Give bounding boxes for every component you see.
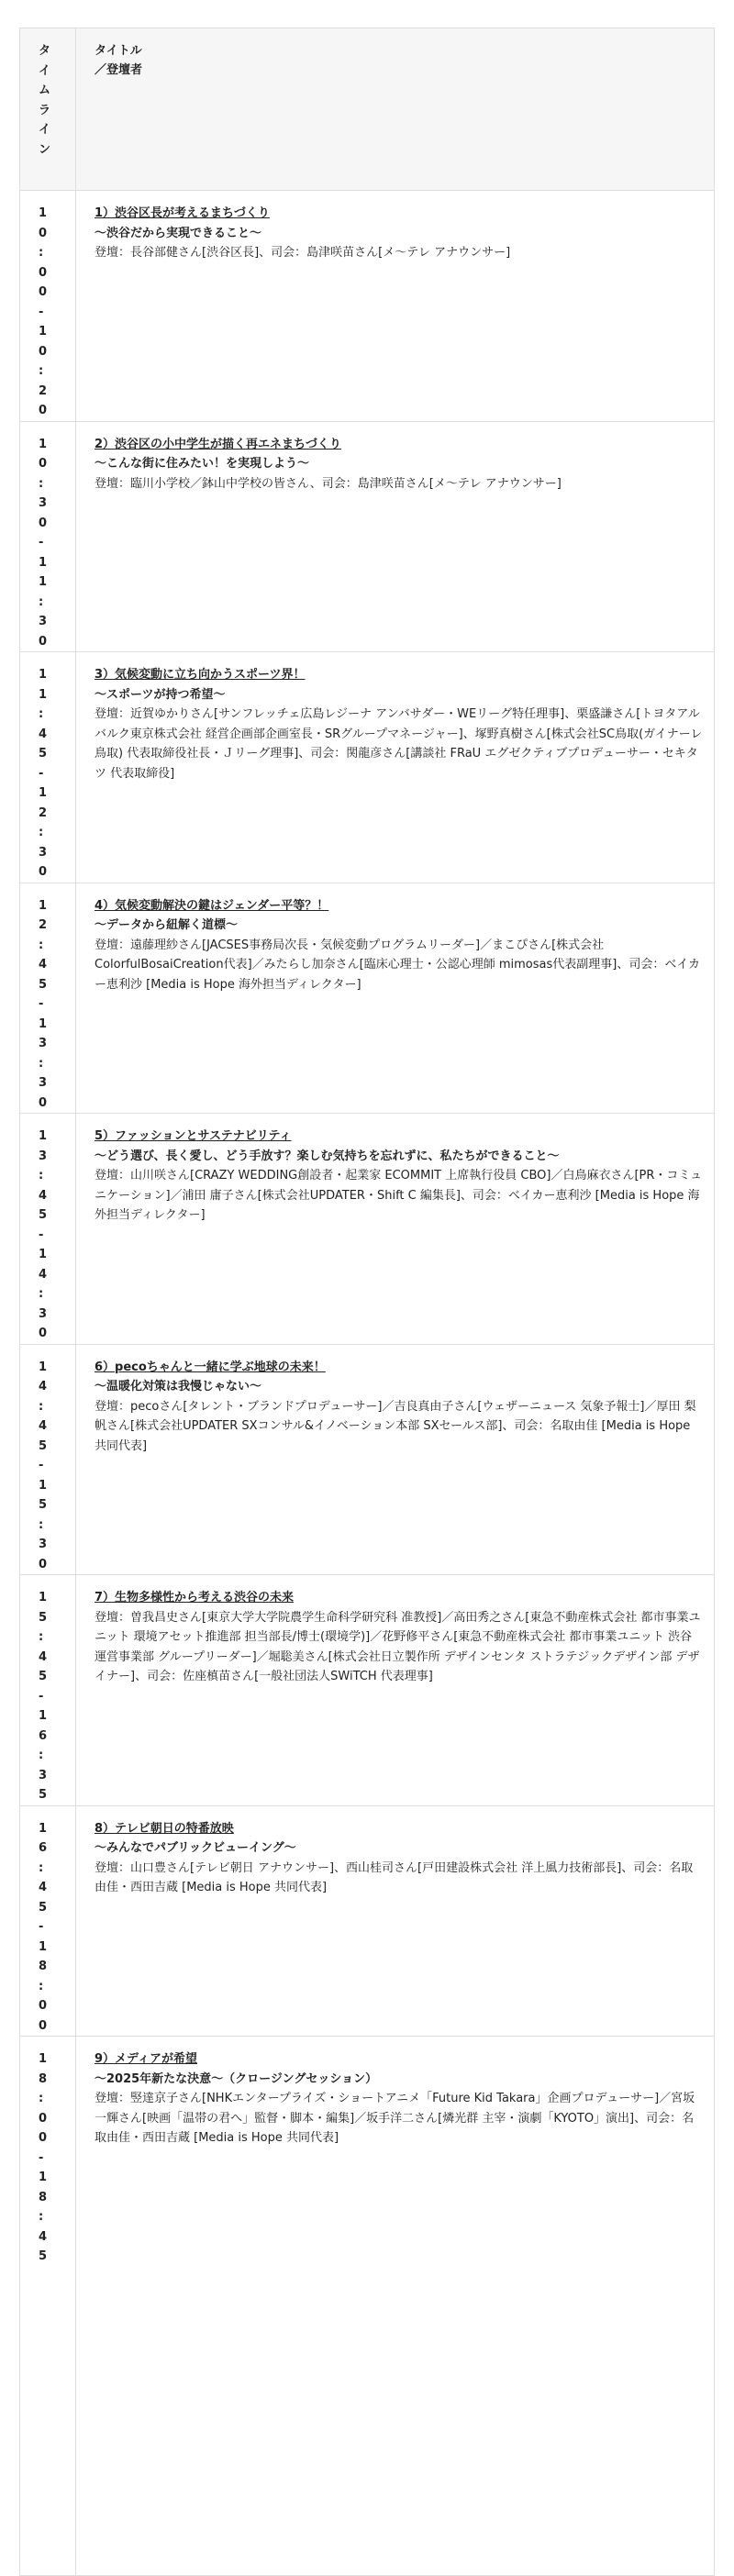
program-subtitle: 〜渋谷だから実現できること〜 (95, 226, 262, 240)
program-time: 1 3 : 4 5 - 1 4 : 3 0 (39, 1129, 48, 1340)
program-time: 1 8 : 0 0 - 1 8 : 4 5 (39, 2052, 48, 2263)
program-subtitle: 〜みんなでパブリックビューイング〜 (95, 1841, 296, 1855)
program-subtitle: 〜こんな街に住みたい！を実現しよう〜 (95, 457, 310, 471)
program-content-cell (76, 1805, 715, 2037)
program-subtitle: 〜温暖化対策は我慢じゃない〜 (95, 1380, 262, 1393)
program-time: 1 2 : 4 5 - 1 3 : 3 0 (39, 898, 48, 1110)
program-title: 6）pecoちゃんと一緒に学ぶ地球の未来！ (95, 1360, 326, 1374)
program-title: 7）生物多様性から考える渋谷の未来 (95, 1591, 295, 1604)
program-time: 1 4 : 4 5 - 1 5 : 3 0 (39, 1360, 48, 1571)
program-row (20, 883, 715, 1114)
program-row (20, 421, 715, 652)
program-time: 1 1 : 4 5 - 1 2 : 3 0 (39, 668, 48, 879)
program-content-cell (76, 1344, 715, 1575)
program-speakers: 登壇：長谷部健さん[渋谷区長]、司会：島津咲苗さん[メ〜テレ アナウンサー] (95, 246, 511, 260)
program-content-cell (76, 191, 715, 422)
program-content-cell (76, 2037, 715, 2576)
program-speakers: 登壇：山口豊さん[テレビ朝日 アナウンサー]、西山桂司さん[戸田建設株式会社 洋上風力技術部長]、司会：名取由佳・西田吉蔵 [Media is Hope 共同代表] (95, 1860, 694, 1894)
program-row (20, 1805, 715, 2037)
program-time-cell (20, 1805, 76, 2037)
program-subtitle: 〜どう選び、長く愛し、どう手放す？楽しむ気持ちを忘れずに、私たちができること〜 (95, 1149, 560, 1163)
program-row (20, 2037, 715, 2576)
schedule-table (19, 28, 715, 2576)
program-speakers: 登壇：山川咲さん[CRAZY WEDDING創設者・起業家 ECOMMIT 上席執行役員 CBO]／白鳥麻衣さん[PR・コミュニケーション]／浦田 庸子さん[株式会社UPDATER・Shift C 編集長]、司会：ベイカー恵利沙 [Media is Hope 海外担当ディレクター] (95, 1169, 703, 1222)
program-time-cell (20, 2037, 76, 2576)
program-title: 4）気候変動解決の鍵はジェンダー平等？！ (95, 898, 329, 913)
program-time: 1 5 : 4 5 - 1 6 : 3 5 (39, 1591, 48, 1802)
program-time: 1 0 : 3 0 - 1 1 : 3 0 (39, 437, 48, 649)
program-time: 1 0 : 0 0 - 1 0 : 2 0 (39, 206, 48, 417)
program-speakers: 登壇：遠藤理紗さん[JACSES事務局次長・気候変動プログラムリーダー]／まこぴさん[株式会社 ColorfulBosaiCreation代表]／みたらし加奈さん[臨床心理士・公認心理師 mimosas代表副理事]、司会：ベイカー恵利沙 [Media is Hope 海外担当ディレクター] (95, 938, 700, 992)
program-title: 9）メディアが希望 (95, 2052, 198, 2066)
program-title: 2）渋谷区の小中学生が描く再エネまちづくり (95, 437, 341, 451)
program-time-cell (20, 191, 76, 422)
program-speakers: 登壇：曽我昌史さん[東京大学大学院農学生命科学研究科 准教授]／高田秀之さん[東急不動産株式会社 都市事業ユニット 環境アセット推進部 担当部長/博士(環境学)]／花野修平さん[東急不動産株式会社 都市事業ユニット 渋谷運営事業部 グループリーダー]／堀聡美さん[株式会社日立製作所 デザインセンタ ストラテジックデザイン部 デザイナー]、司会：佐座槙苗さん[一般社団法人SWiTCH 代表理事] (95, 1610, 701, 1683)
title-header-line1: タイトル (95, 44, 142, 58)
program-title: 3）気候変動に立ち向かうスポーツ界！ (95, 668, 306, 682)
program-time-cell (20, 1114, 76, 1345)
program-title: 8）テレビ朝日の特番放映 (95, 1821, 234, 1836)
title-header-line2: ／登壇者 (95, 63, 143, 77)
title-header (76, 28, 715, 191)
program-speakers: 登壇：臨川小学校／鉢山中学校の皆さん、司会：島津咲苗さん[メ〜テレ アナウンサー] (95, 476, 562, 491)
program-time-cell (20, 652, 76, 883)
program-speakers: 登壇：pecoさん[タレント・ブランドプロデューサー]／吉良真由子さん[ウェザーニュース 気象予報士]／厚田 梨帆さん[株式会社UPDATER SXコンサル&イノベーション本部 SXセールス部]、司会：名取由佳 [Media is Hope 共同代表] (95, 1399, 696, 1453)
program-row (20, 1575, 715, 1806)
program-content-cell (76, 1114, 715, 1345)
timeline-header (20, 28, 76, 191)
program-row (20, 1344, 715, 1575)
program-time-cell (20, 883, 76, 1114)
program-time-cell (20, 421, 76, 652)
program-title: 1）渋谷区長が考えるまちづくり (95, 206, 270, 220)
program-content-cell (76, 421, 715, 652)
program-title: 5）ファッションとサステナビリティ (95, 1129, 292, 1143)
program-row (20, 652, 715, 883)
program-time-cell (20, 1575, 76, 1806)
program-row (20, 191, 715, 422)
program-time: 1 6 : 4 5 - 1 8 : 0 0 (39, 1821, 48, 2033)
program-subtitle: 〜スポーツが持つ希望〜 (95, 687, 226, 702)
timeline-header-label: タ イ ム ラ イ ン (39, 44, 51, 157)
program-content-cell (76, 883, 715, 1114)
program-speakers: 登壇：近賀ゆかりさん[サンフレッチェ広島レジーナ アンバサダー・WEリーグ特任理事]、栗盛謙さん[トヨタアルバルク東京株式会社 経営企画部企画室長・SRグループマネージャー]、塚野真樹さん[株式会社SC鳥取(ガイナーレ鳥取) 代表取締役社長・Ｊリーグ理事]、司会：関龍彦さん[講談社 FRaU エグゼクティブプロデューサー・セキタツ 代表取締役] (95, 707, 703, 781)
program-time-cell (20, 1344, 76, 1575)
program-row (20, 1114, 715, 1345)
header-row (20, 28, 715, 191)
program-content-cell (76, 1575, 715, 1806)
program-content-cell (76, 652, 715, 883)
program-subtitle: 〜データから紐解く道標〜 (95, 918, 239, 932)
program-speakers: 登壇：竪達京子さん[NHKエンタープライズ・ショートアニメ「Future Kid Takara」企画プロデューサー]／宮坂一輝さん[映画「温帯の君へ」監督・脚本・編集]／坂手洋二さん[燐光群 主宰・演劇「KYOTO」演出]、司会：名取由佳・西田吉蔵 [Media is Hope 共同代表] (95, 2092, 695, 2145)
program-subtitle: 〜2025年新たな決意〜（クロージングセッション） (95, 2071, 378, 2086)
